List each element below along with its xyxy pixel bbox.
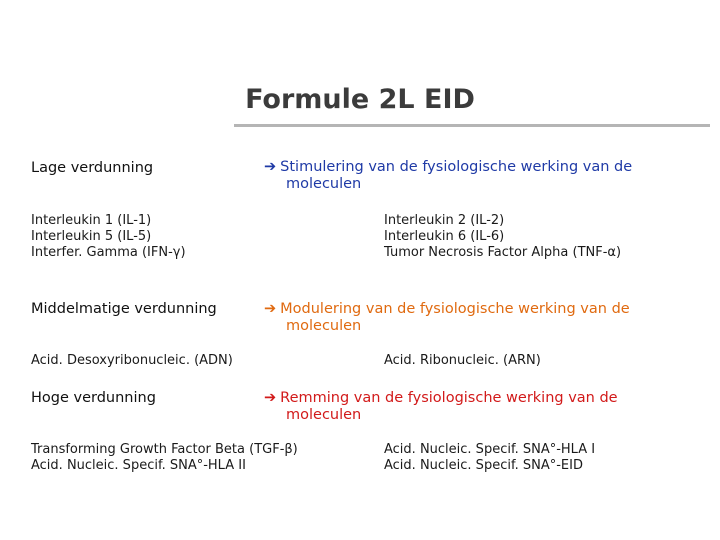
effect-inhibition — [264, 390, 618, 424]
effect-modulation — [264, 301, 630, 335]
effect-stimulation-line1: Stimulering van de fysiologische werking van de — [280, 159, 633, 175]
level-medium-label: Middelmatige verdunning — [31, 301, 217, 317]
medium-right-list — [384, 353, 541, 369]
low-right-list — [384, 213, 621, 261]
list-item: Interleukin 5 (IL-5) — [31, 229, 152, 244]
list-item: Interfer. Gamma (IFN-γ) — [31, 245, 186, 260]
title-underline — [234, 124, 710, 127]
list-item: Tumor Necrosis Factor Alpha (TNF-α) — [384, 245, 622, 260]
medium-left-list — [31, 353, 233, 369]
list-item: Interleukin 1 (IL-1) — [31, 213, 152, 228]
list-item: Interleukin 2 (IL-2) — [384, 213, 505, 228]
high-right-list — [384, 442, 595, 474]
arrow-right-icon: ➔ — [264, 159, 277, 175]
list-item: Acid. Ribonucleic. (ARN) — [384, 353, 541, 368]
page-title: Formule 2L EID — [245, 84, 475, 115]
effect-modulation-line1: Modulering van de fysiologische werking van de — [280, 301, 630, 317]
list-item: Acid. Nucleic. Specif. SNA°-HLA I — [384, 442, 596, 457]
effect-modulation-line2: moleculen — [286, 318, 362, 334]
low-left-list — [31, 213, 186, 261]
list-item: Transforming Growth Factor Beta (TGF-β) — [31, 442, 298, 457]
effect-inhibition-line2: moleculen — [286, 407, 362, 423]
list-item: Acid. Nucleic. Specif. SNA°-HLA II — [31, 458, 246, 473]
effect-inhibition-line1: Remming van de fysiologische werking van de — [280, 390, 618, 406]
list-item: Acid. Nucleic. Specif. SNA°-EID — [384, 458, 583, 473]
level-low-label: Lage verdunning — [31, 160, 154, 176]
high-left-list — [31, 442, 298, 474]
effect-stimulation-line2: moleculen — [286, 176, 362, 192]
arrow-right-icon: ➔ — [264, 390, 277, 406]
level-high-label: Hoge verdunning — [31, 390, 156, 406]
list-item: Interleukin 6 (IL-6) — [384, 229, 505, 244]
list-item: Acid. Desoxyribonucleic. (ADN) — [31, 353, 233, 368]
effect-stimulation — [264, 159, 632, 193]
arrow-right-icon: ➔ — [264, 301, 277, 317]
